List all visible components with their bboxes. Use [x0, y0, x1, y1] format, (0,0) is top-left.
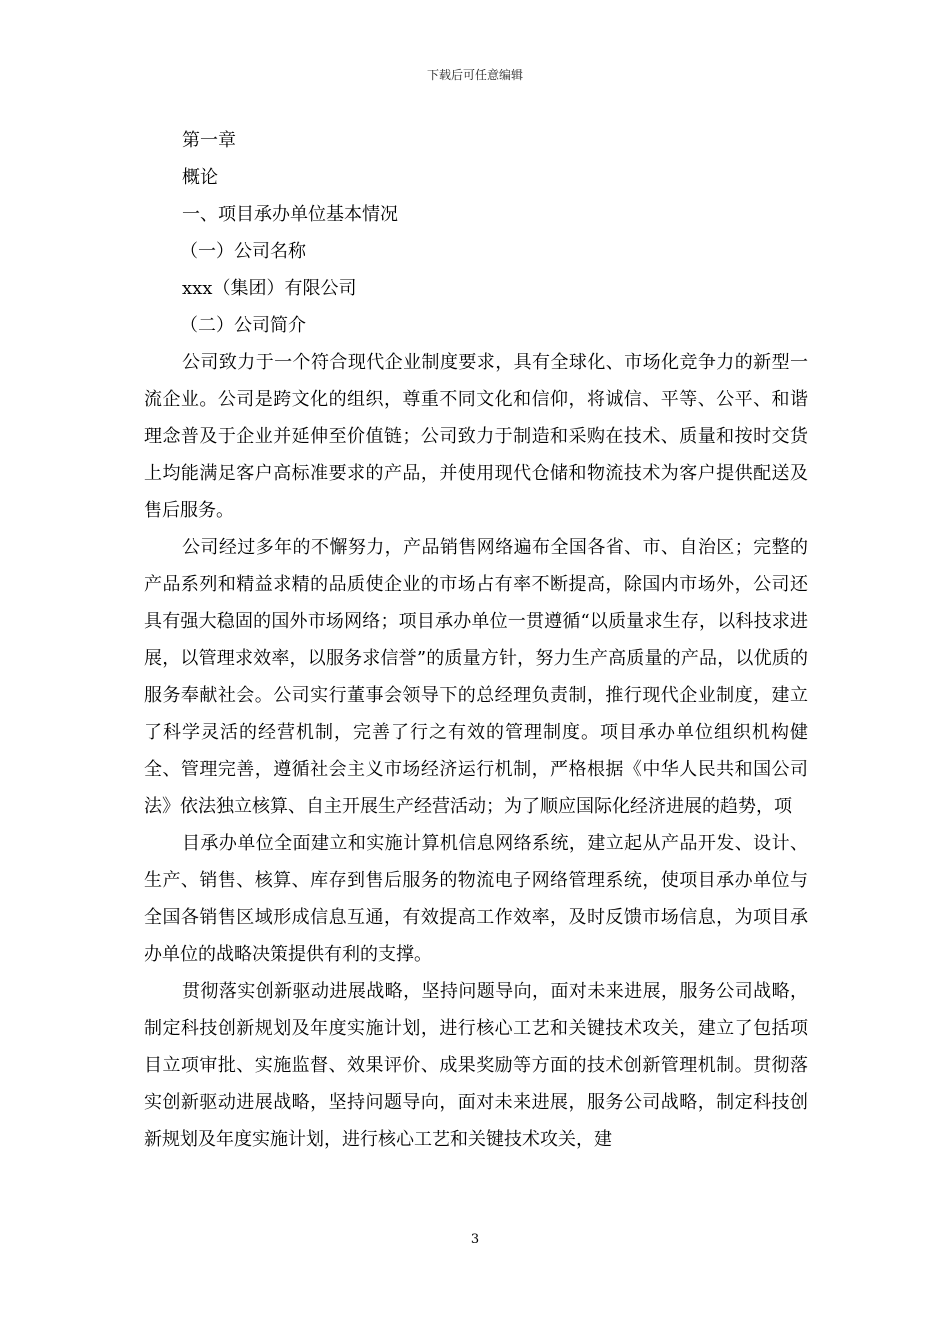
paragraph: 贯彻落实创新驱动进展战略，坚持问题导向，面对未来进展，服务公司战略，制定科技创新规划及年度实施计划，进行核心工艺和关键技术攻关，建立了包括项目立项审批、实施监督、效果评价、成果奖励等方面的技术创新管理机制。贯彻落实创新驱动进展战略，坚持问题导向，面对未来进展，服务公司战略，制定科技创新规划及年度实施计划，进行核心工艺和关键技术攻关，建 [144, 981, 808, 1150]
paragraph: 目承办单位全面建立和实施计算机信息网络系统，建立起从产品开发、设计、生产、销售、核算、库存到售后服务的物流电子网络管理系统，使项目承办单位与全国各销售区域形成信息互通，有效提高工作效率，及时反馈市场信息，为项目承办单位的战略决策提供有利的支撑。 [144, 833, 808, 965]
subsection-heading-company-name: （一）公司名称 [180, 241, 306, 262]
company-name: xxx（集团）有限公司 [182, 278, 357, 299]
subsection-heading-company-profile: （二）公司简介 [180, 315, 306, 336]
chapter-label: 第一章 [182, 130, 236, 151]
section-heading: 一、项目承办单位基本情况 [182, 204, 398, 225]
document-body [144, 122, 808, 1158]
paragraph: 公司致力于一个符合现代企业制度要求，具有全球化、市场化竞争力的新型一流企业。公司是跨文化的组织，尊重不同文化和信仰，将诚信、平等、公平、和谐理念普及于企业并延伸至价值链；公司致力于制造和采购在技术、质量和按时交货上均能满足客户高标准要求的产品，并使用现代仓储和物流技术为客户提供配送及售后服务。 [144, 352, 808, 521]
page-header: 下载后可任意编辑 [426, 68, 523, 82]
paragraph: 公司经过多年的不懈努力，产品销售网络遍布全国各省、市、自治区；完整的产品系列和精益求精的品质使企业的市场占有率不断提高，除国内市场外，公司还具有强大稳固的国外市场网络；项目承办单位一贯遵循“以质量求生存，以科技求进展，以管理求效率，以服务求信誉”的质量方针，努力生产高质量的产品，以优质的服务奉献社会。公司实行董事会领导下的总经理负责制，推行现代企业制度，建立了科学灵活的经营机制，完善了行之有效的管理制度。项目承办单位组织机构健全、管理完善，遵循社会主义市场经济运行机制，严格根据《中华人民共和国公司法》依法独立核算、自主开展生产经营活动；为了顺应国际化经济进展的趋势，项 [144, 537, 808, 817]
page-number: 3 [470, 1232, 480, 1247]
chapter-title: 概论 [182, 167, 218, 188]
